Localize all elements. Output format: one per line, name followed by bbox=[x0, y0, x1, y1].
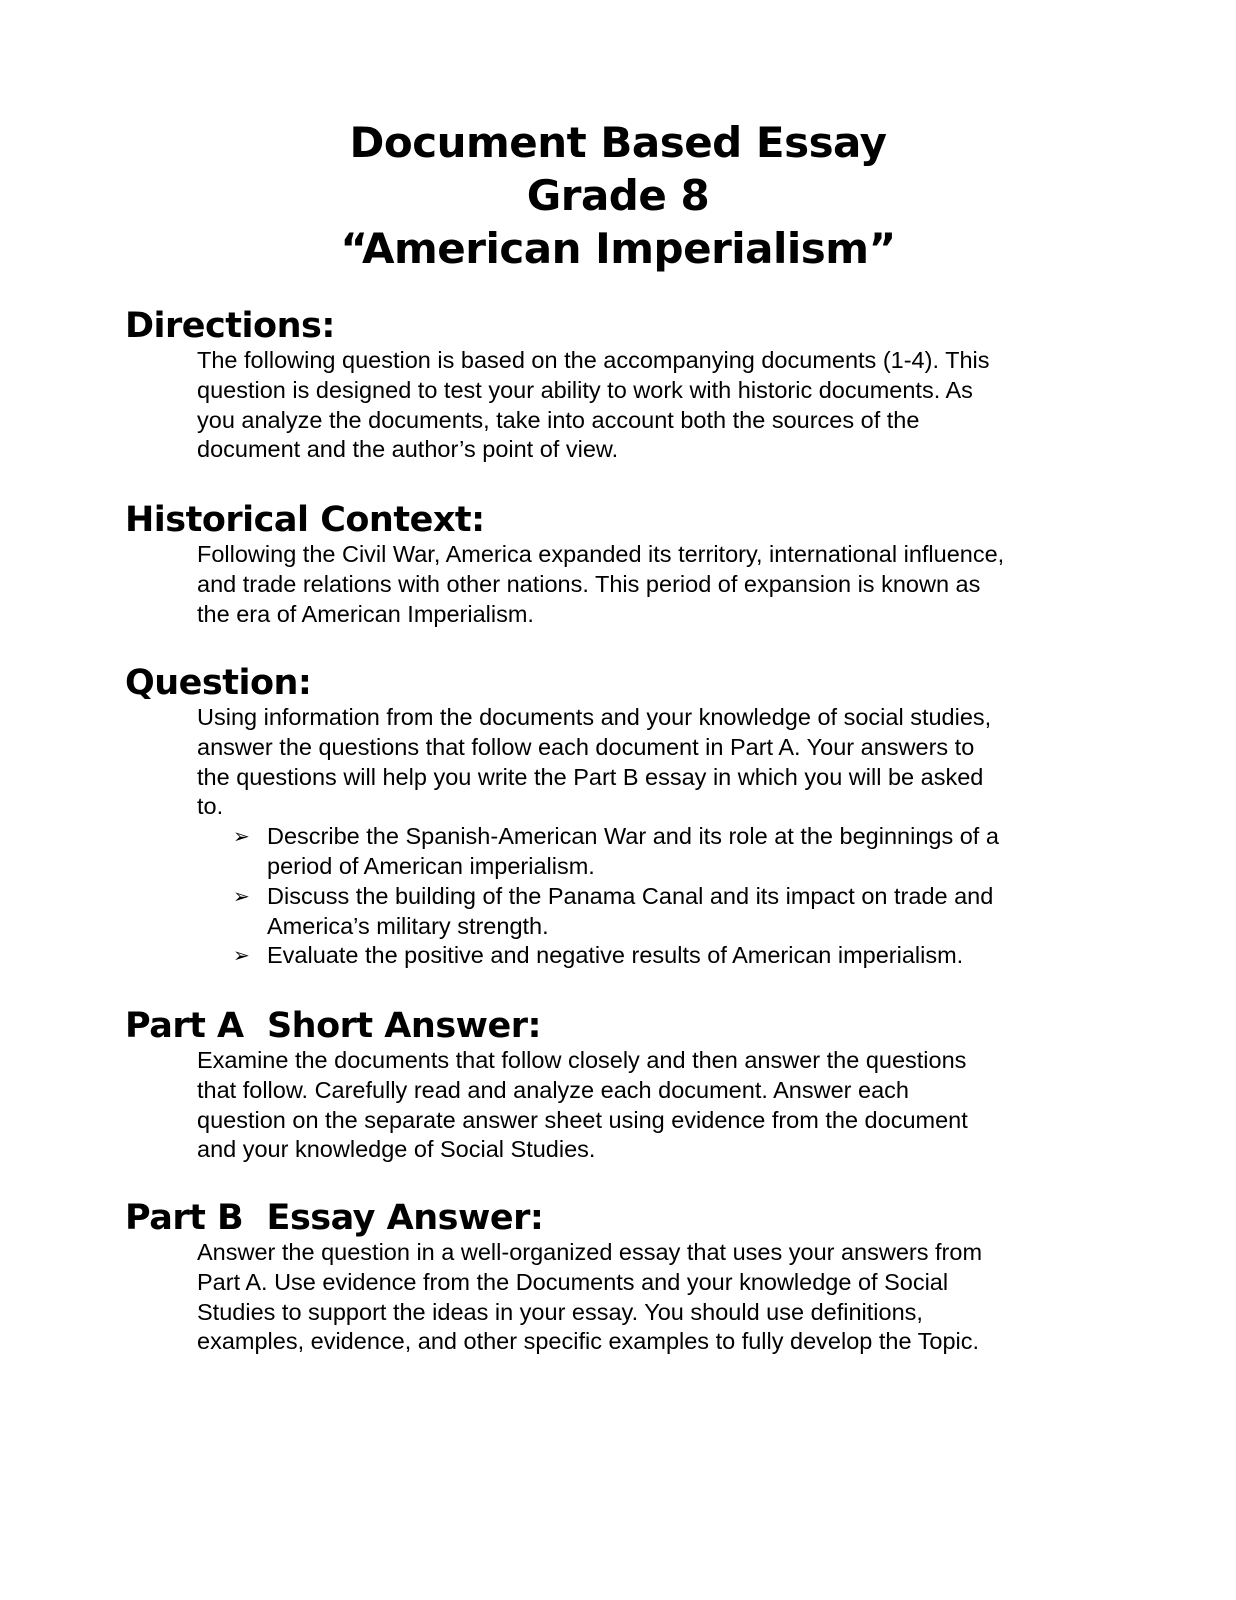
directions-section bbox=[125, 306, 1115, 465]
part-a-section bbox=[125, 1006, 1115, 1165]
part-a-line: Examine the documents that follow closely and then answer the questions bbox=[197, 1047, 967, 1073]
directions-text bbox=[197, 346, 1097, 465]
directions-line: The following question is based on the accompanying documents (1-4). This bbox=[197, 347, 990, 373]
question-heading: Question: bbox=[125, 663, 312, 703]
part-b-heading: Part B Essay Answer: bbox=[125, 1198, 544, 1238]
part-b-line: Part A. Use evidence from the Documents and your knowledge of Social bbox=[197, 1268, 949, 1295]
directions-line: question is designed to test your ability to work with historic documents. As bbox=[197, 376, 973, 403]
arrowhead-bullet-icon: ➢ bbox=[233, 943, 250, 968]
part-b-section bbox=[125, 1198, 1115, 1357]
historical-context-text bbox=[197, 540, 1097, 629]
part-a-line: question on the separate answer sheet using evidence from the document bbox=[197, 1106, 968, 1133]
question-text bbox=[197, 703, 1097, 822]
question-line: answer the questions that follow each document in Part A. Your answers to bbox=[197, 733, 975, 760]
part-a-line: that follow. Carefully read and analyze each document. Answer each bbox=[197, 1076, 909, 1103]
directions-heading: Directions: bbox=[125, 306, 335, 346]
title-line-3: “American Imperialism” bbox=[340, 224, 896, 273]
title-line-2: Grade 8 bbox=[526, 171, 710, 220]
arrowhead-bullet-icon: ➢ bbox=[233, 883, 250, 908]
directions-line: document and the author’s point of view. bbox=[197, 436, 619, 463]
part-a-text bbox=[197, 1046, 1097, 1165]
historical-context-section bbox=[125, 500, 1115, 629]
part-a-heading: Part A Short Answer: bbox=[125, 1006, 541, 1046]
question-line: Using information from the documents and your knowledge of social studies, bbox=[197, 704, 992, 730]
question-line: to. bbox=[197, 793, 224, 820]
part-b-line: Studies to support the ideas in your essay. You should use definitions, bbox=[197, 1298, 923, 1325]
historical-context-heading: Historical Context: bbox=[125, 500, 485, 540]
bullet-line: period of American imperialism. bbox=[267, 852, 595, 879]
historical-context-line: and trade relations with other nations. This period of expansion is known as bbox=[197, 570, 981, 597]
question-section bbox=[125, 663, 1115, 971]
question-bullet-item bbox=[233, 822, 1093, 882]
directions-line: you analyze the documents, take into account both the sources of the bbox=[197, 406, 920, 433]
question-bullet-list bbox=[125, 822, 1093, 971]
bullet-line: America’s military strength. bbox=[267, 912, 549, 939]
document-title bbox=[0, 116, 1236, 275]
part-b-text bbox=[197, 1238, 1097, 1357]
question-line: the questions will help you write the Part B essay in which you will be asked bbox=[197, 763, 984, 790]
question-bullet-item bbox=[233, 882, 1093, 942]
question-bullet-item bbox=[233, 941, 1093, 971]
arrowhead-bullet-icon: ➢ bbox=[233, 824, 250, 849]
bullet-line: Discuss the building of the Panama Canal and its impact on trade and bbox=[267, 882, 994, 909]
part-b-line: examples, evidence, and other specific examples to fully develop the Topic. bbox=[197, 1328, 980, 1355]
part-a-line: and your knowledge of Social Studies. bbox=[197, 1136, 596, 1163]
part-b-line: Answer the question in a well-organized essay that uses your answers from bbox=[197, 1239, 983, 1265]
bullet-line: Describe the Spanish-American War and its role at the beginnings of a bbox=[267, 823, 999, 850]
historical-context-line: Following the Civil War, America expanded its territory, international influence, bbox=[197, 541, 1005, 567]
title-line-1: Document Based Essay bbox=[349, 118, 887, 167]
bullet-line: Evaluate the positive and negative results of American imperialism. bbox=[267, 942, 964, 969]
historical-context-line: the era of American Imperialism. bbox=[197, 600, 534, 627]
